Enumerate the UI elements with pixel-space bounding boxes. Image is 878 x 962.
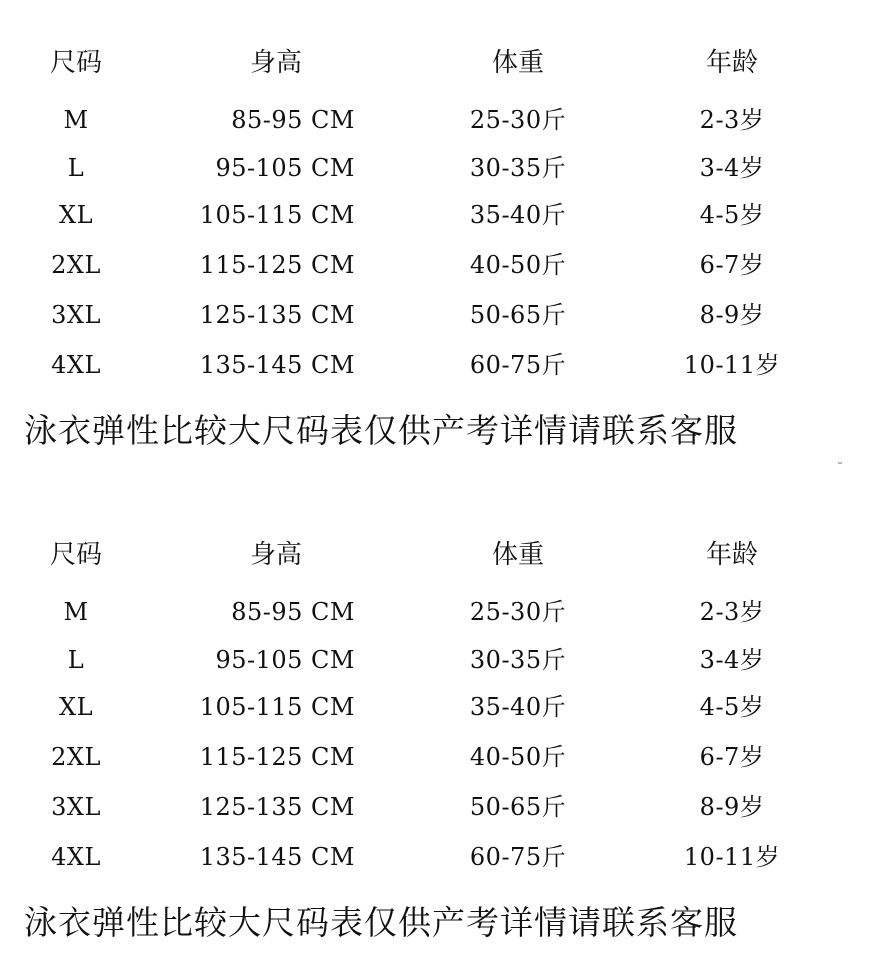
height-cell: 105-115 CM [199,201,355,229]
size-cell: L [67,646,85,674]
size-cell: 4XL [51,351,101,379]
height-cell: 115-125 CM [199,251,355,279]
header-size: 尺码 [50,48,103,78]
height-cell: 125-135 CM [199,301,355,329]
size-cell: L [67,154,85,182]
weight-cell: 50-65斤 [469,301,567,329]
header-size: 尺码 [50,540,103,570]
weight-cell: 35-40斤 [469,693,567,721]
age-cell: 6-7岁 [699,251,765,279]
header-weight: 体重 [491,48,544,78]
size-cell: 3XL [51,793,101,821]
height-cell: 85-95 CM [231,106,355,134]
height-cell: 95-105 CM [215,646,355,674]
weight-cell: 40-50斤 [469,251,567,279]
scan-mark [838,462,842,464]
size-cell: XL [58,201,94,229]
age-cell: 4-5岁 [699,201,765,229]
weight-cell: 50-65斤 [469,793,567,821]
height-cell: 95-105 CM [215,154,355,182]
header-height: 身高 [250,48,303,78]
size-cell: 4XL [51,843,101,871]
age-cell: 2-3岁 [699,106,765,134]
weight-cell: 25-30斤 [469,106,567,134]
weight-cell: 30-35斤 [469,646,567,674]
size-cell: 2XL [51,251,101,279]
age-cell: 2-3岁 [699,598,765,626]
age-cell: 6-7岁 [699,743,765,771]
age-cell: 8-9岁 [699,793,765,821]
size-cell: M [63,106,89,134]
header-age: 年龄 [705,48,758,78]
age-cell: 10-11岁 [683,843,781,871]
height-cell: 125-135 CM [199,793,355,821]
weight-cell: 25-30斤 [469,598,567,626]
age-cell: 3-4岁 [699,646,765,674]
weight-cell: 30-35斤 [469,154,567,182]
weight-cell: 60-75斤 [469,351,567,379]
height-cell: 115-125 CM [199,743,355,771]
header-age: 年龄 [705,540,758,570]
age-cell: 4-5岁 [699,693,765,721]
size-chart-bottom [0,492,878,962]
age-cell: 10-11岁 [683,351,781,379]
size-cell: XL [58,693,94,721]
size-cell: 3XL [51,301,101,329]
height-cell: 105-115 CM [199,693,355,721]
size-note: 泳衣弹性比较大尺码表仅供产考详情请联系客服 [24,411,738,450]
height-cell: 85-95 CM [231,598,355,626]
size-cell: M [63,598,89,626]
weight-cell: 40-50斤 [469,743,567,771]
size-note: 泳衣弹性比较大尺码表仅供产考详情请联系客服 [24,903,738,942]
weight-cell: 60-75斤 [469,843,567,871]
height-cell: 135-145 CM [199,843,355,871]
weight-cell: 35-40斤 [469,201,567,229]
height-cell: 135-145 CM [199,351,355,379]
age-cell: 8-9岁 [699,301,765,329]
age-cell: 3-4岁 [699,154,765,182]
size-cell: 2XL [51,743,101,771]
header-height: 身高 [250,540,303,570]
size-chart-top [0,0,878,470]
header-weight: 体重 [491,540,544,570]
